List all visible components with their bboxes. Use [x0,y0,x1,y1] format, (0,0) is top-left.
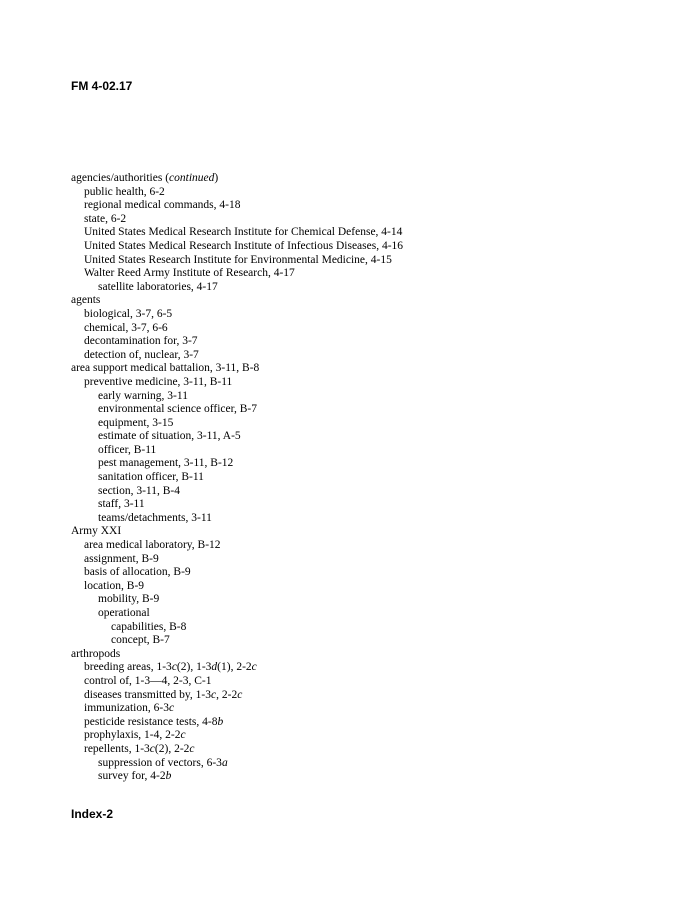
index-entry: concept, B-7 [111,634,170,647]
index-entry: immunization, 6-3c [84,702,175,715]
index-entry: control of, 1-3—4, 2-3, C-1 [84,674,212,687]
index-entry: chemical, 3-7, 6-6 [84,321,168,334]
index-entry: teams/detachments, 3-11 [98,511,212,524]
index-entry: operational [98,607,150,619]
index-entry: state, 6-2 [84,212,127,225]
page-footer-label: Index-2 [71,807,114,821]
index-entry: location, B-9 [84,579,145,592]
index-entry: preventive medicine, 3-11, B-11 [84,375,233,388]
index-entry: United States Medical Research Institute of Infectious Diseases, 4-16 [84,239,404,252]
index-entry: detection of, nuclear, 3-7 [84,348,199,361]
index-entry: assignment, B-9 [84,552,159,565]
index-entry: breeding areas, 1-3c(2), 1-3d(1), 2-2c [84,661,257,674]
index-entry: equipment, 3-15 [98,416,174,429]
index-entry: environmental science officer, B-7 [98,403,257,416]
index-entry: arthropods [71,647,121,660]
index-entry: prophylaxis, 1-4, 2-2c [84,729,186,742]
index-entry: suppression of vectors, 6-3a [98,756,228,769]
index-entry: Army XXI [71,525,122,538]
index-entry: officer, B-11 [98,443,157,456]
index-entry: Walter Reed Army Institute of Research, 4-17 [84,267,295,280]
page-header-doc-id: FM 4-02.17 [71,79,133,93]
index-entry: staff, 3-11 [98,498,145,511]
index-entry: United States Medical Research Institute for Chemical Defense, 4-14 [84,226,403,239]
index-entry: pest management, 3-11, B-12 [98,457,234,470]
index-entry: satellite laboratories, 4-17 [98,280,218,293]
index-entry: pesticide resistance tests, 4-8b [84,715,224,728]
index-entry: agents [71,294,101,307]
index-entry: capabilities, B-8 [111,620,187,633]
index-entry: mobility, B-9 [98,593,160,606]
index-entry: sanitation officer, B-11 [98,471,204,484]
index-entry: repellents, 1-3c(2), 2-2c [84,742,195,755]
index-entry-list [71,172,403,784]
index-entry: area support medical battalion, 3-11, B-8 [71,362,260,375]
index-entry: area medical laboratory, B-12 [84,539,221,552]
index-entry: diseases transmitted by, 1-3c, 2-2c [84,688,243,701]
index-entry: decontamination for, 3-7 [84,335,198,348]
index-entry: regional medical commands, 4-18 [84,199,241,212]
index-entry: section, 3-11, B-4 [98,484,180,497]
index-entry: biological, 3-7, 6-5 [84,307,173,320]
index-entry: United States Research Institute for Environmental Medicine, 4-15 [84,253,392,266]
index-entry: agencies/authorities (continued) [71,172,219,184]
index-entry: estimate of situation, 3-11, A-5 [98,430,241,443]
index-entry: early warning, 3-11 [98,389,188,402]
index-entry: basis of allocation, B-9 [84,566,191,579]
index-entry: survey for, 4-2b [98,770,172,783]
index-entry: public health, 6-2 [84,185,165,198]
